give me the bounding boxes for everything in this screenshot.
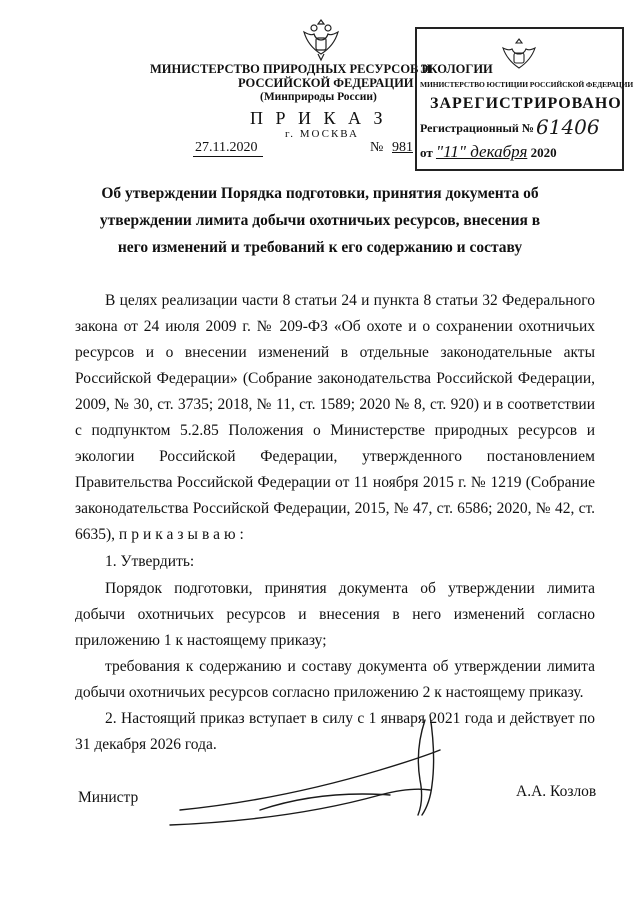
stamp-registered: ЗАРЕГИСТРИРОВАНО <box>430 95 622 112</box>
document-type: П Р И К А З <box>250 108 387 128</box>
stamp-date-prefix: от <box>420 145 433 160</box>
document-number-label: № <box>370 140 384 155</box>
document-number: 981 <box>392 140 413 155</box>
document-title: Об утверждении Порядка подготовки, принятия документа об утверждении лимита добычи охотничьих ресурсов, внесения в него изменений и требований к его содержанию и составу <box>99 185 541 256</box>
stamp-reg-number: 61406 <box>536 115 600 139</box>
item-1-paragraph: 1. Утвердить: <box>105 553 195 570</box>
procedure-paragraph: Порядок подготовки, принятия документа об утверждении лимита добычи охотничьих ресурсов и внесения в него изменений согласно приложению 1 к настоящему приказу; <box>75 580 595 649</box>
ministry-name-line2: РОССИЙСКОЙ ФЕДЕРАЦИИ <box>238 76 414 90</box>
signer-name: А.А. Козлов <box>516 783 597 800</box>
order-word: приказываю: <box>118 526 248 543</box>
preamble-text: В целях реализации части 8 статьи 24 и пункта 8 статьи 32 Федерального закона от 24 июля 2009 г. № 209-ФЗ «Об охоте и о сохранении охотничьих ресурсов и о внесении изменений в отдельные законодательные акты Российской Федерации» (Собрание законодательства Российской Федерации, 2009, № 30, ст. 3735; 2018, № 11, ст. 1589; 2020 № 8, ст. 920) и в соответствии с подпунктом 5.2.85 Положения о Министерстве природных ресурсов и экологии Российской Федерации, утвержденного постановлением Правительства Российской Федерации от 11 ноября 2015 г. № 1219 (Собрание законодательства Российской Федерации, 2015, № 47, ст. 6586; 2020, № 42, ст. 6635), <box>75 292 595 543</box>
coat-of-arms-icon <box>296 14 346 64</box>
stamp-date <box>420 142 557 162</box>
ministry-short-name: (Минприроды России) <box>260 91 377 103</box>
document-date: 27.11.2020 <box>193 140 263 157</box>
stamp-date-handwritten: "11" декабря <box>435 142 528 161</box>
document-city: г. МОСКВА <box>285 128 359 140</box>
stamp-coat-of-arms-icon <box>497 36 541 76</box>
preamble-paragraph <box>75 288 595 548</box>
item-2-paragraph: 2. Настоящий приказ вступает в силу с 1 января 2021 года и действует по 31 декабря 2026 года. <box>75 710 595 753</box>
requirements-paragraph: требования к содержанию и составу документа об утверждении лимита добычи охотничьих ресурсов согласно приложению 2 к настоящему приказу. <box>75 658 595 701</box>
ministry-name-line1-end: ЭКОЛОГИИ <box>420 62 493 76</box>
signer-position: Министр <box>78 789 139 806</box>
stamp-date-year: 2020 <box>530 145 557 160</box>
stamp-ministry: МИНИСТЕРСТВО ЮСТИЦИИ РОССИЙСКОЙ ФЕДЕРАЦИИ <box>420 80 634 89</box>
ministry-name-line1: МИНИСТЕРСТВО ПРИРОДНЫХ РЕСУРСОВ И <box>150 62 432 76</box>
handwritten-signature <box>140 700 480 840</box>
stamp-reg-number-label: Регистрационный № <box>420 121 534 135</box>
